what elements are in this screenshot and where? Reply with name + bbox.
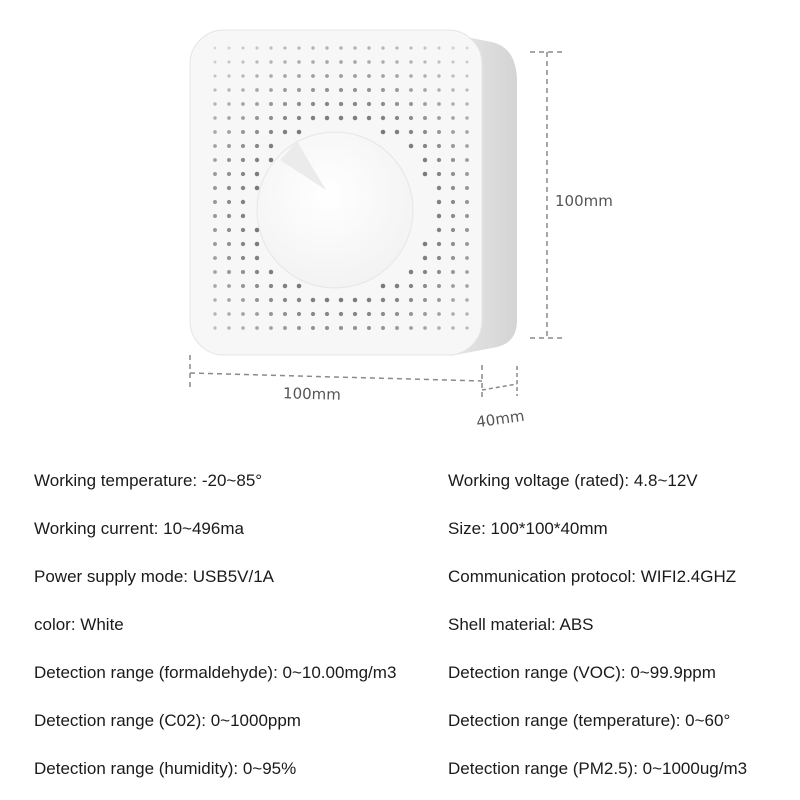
width-label: 100mm: [282, 384, 342, 404]
height-label: 100mm: [555, 192, 613, 210]
spec-right-5: Detection range (VOC): 0~99.9ppm: [448, 663, 716, 682]
spec-left-5: Detection range (formaldehyde): 0~10.00mg/m3: [34, 663, 397, 682]
spec-right-3: Communication protocol: WIFI2.4GHZ: [448, 567, 737, 586]
spec-left-6: Detection range (C02): 0~1000ppm: [34, 711, 301, 730]
depth-label: 40mm: [475, 406, 526, 432]
spec-left-1: Working temperature: -20~85°: [34, 471, 263, 490]
spec-right-7: Detection range (PM2.5): 0~1000ug/m3: [448, 759, 748, 778]
spec-right-4: Shell material: ABS: [448, 615, 594, 634]
spec-left-2: Working current: 10~496ma: [34, 519, 244, 538]
spec-right-2: Size: 100*100*40mm: [448, 519, 608, 538]
spec-right-6: Detection range (temperature): 0~60°: [448, 711, 731, 730]
depth-dimension: [482, 366, 517, 396]
spec-left-3: Power supply mode: USB5V/1A: [34, 567, 275, 586]
spec-left-4: color: White: [34, 615, 124, 634]
sensor-knob: [257, 132, 413, 288]
spec-right-1: Working voltage (rated): 4.8~12V: [448, 471, 698, 490]
spec-left-7: Detection range (humidity): 0~95%: [34, 759, 297, 778]
